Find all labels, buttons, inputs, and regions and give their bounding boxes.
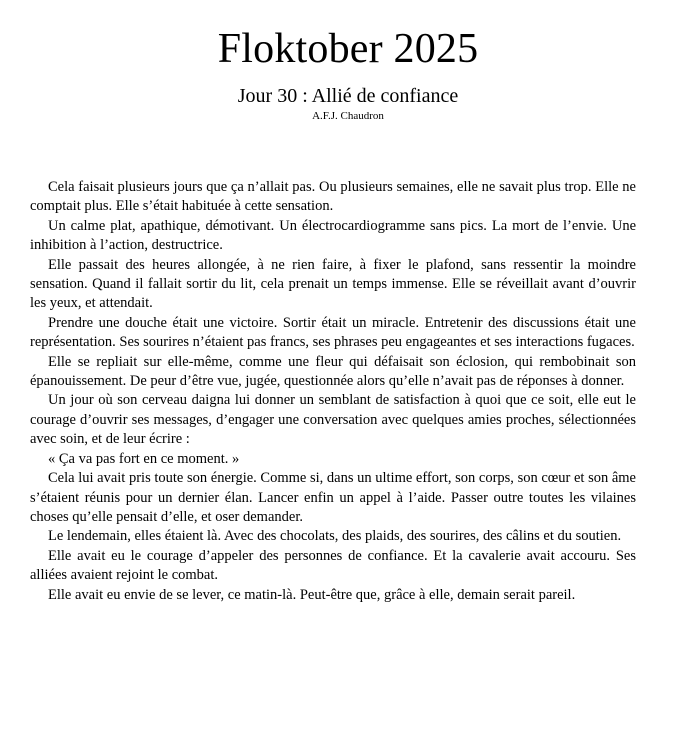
paragraph: Elle passait des heures allongée, à ne rien faire, à fixer le plafond, sans ressentir la moindre sensation. Quand il fallait sortir du lit, cela prenait un temps immense. Elle se réveillait avant d’ouvrir les yeux, et attendait. — [30, 256, 636, 312]
document-subtitle: Jour 30 : Allié de confiance — [237, 85, 459, 107]
document-author: A.F.J. Chaudron — [312, 110, 384, 122]
paragraph: « Ça va pas fort en ce moment. » — [48, 450, 240, 467]
paragraph: Elle se repliait sur elle-même, comme une fleur qui défaisait son éclosion, qui rembobinait son épanouissement. De peur d’être vue, jugée, questionnée alors qu’elle n’avait pas de réponses à donner. — [30, 353, 636, 390]
paragraph: Le lendemain, elles étaient là. Avec des chocolats, des plaids, des sourires, des câlins et du soutien. — [48, 528, 622, 545]
paragraph: Un jour où son cerveau daigna lui donner un semblant de satisfaction à quoi que ce soit, elle eut le courage d’ouvrir ses messages, d’engager une conversation avec quelques amies proches, sélectionnées avec soin, et de leur écrire : — [30, 392, 636, 448]
document-body — [30, 178, 636, 605]
document-title: Floktober 2025 — [217, 26, 479, 72]
paragraph: Elle avait eu le courage d’appeler des personnes de confiance. Et la cavalerie avait accouru. Ses alliées avaient rejoint le combat. — [30, 547, 636, 584]
paragraph: Cela faisait plusieurs jours que ça n’allait pas. Ou plusieurs semaines, elle ne savait plus trop. Elle ne comptait plus. Elle s’était habituée à cette sensation. — [30, 179, 636, 215]
paragraph: Elle avait eu envie de se lever, ce matin-là. Peut-être que, grâce à elle, demain serait pareil. — [48, 586, 576, 603]
paragraph: Un calme plat, apathique, démotivant. Un électrocardiogramme sans pics. La mort de l’envie. Une inhibition à l’action, destructrice. — [30, 217, 636, 254]
paragraph: Cela lui avait pris toute son énergie. Comme si, dans un ultime effort, son corps, son cœur et son âme s’étaient réunis pour un dernier élan. Lancer enfin un appel à l’aide. Passer outre toutes les vilaines choses qu’elle pensait d’elle, et oser demander. — [30, 470, 636, 525]
paragraph: Prendre une douche était une victoire. Sortir était un miracle. Entretenir des discussions était une représentation. Ses sourires n’étaient pas francs, ses phrases peu engageantes et ses interactions fugaces. — [30, 314, 636, 351]
